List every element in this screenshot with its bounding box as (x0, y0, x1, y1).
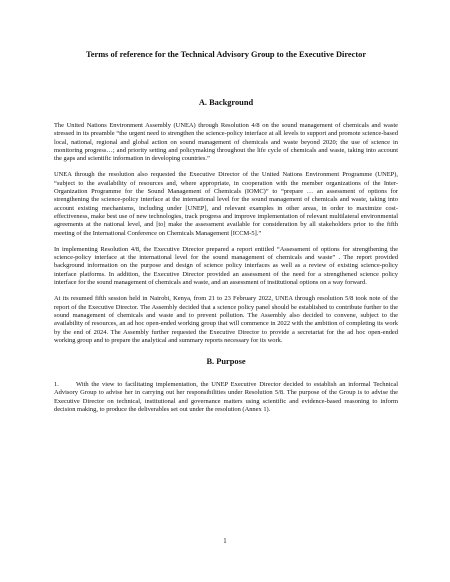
paragraph-number: 1. (54, 381, 59, 389)
section-heading-background: A. Background (198, 98, 254, 107)
background-paragraph-3: In implementing Resolution 4/8, the Executive Director prepared a report entitled “Assessment of options for strengthening the science-policy interface at the international level for the sound management of chemicals and waste” . The report provided background information on the purpose and design of science policy interfaces as well as a review of existing science-policy interface platforms. In addition, the Executive Director provided an assessment of the need for a strengthened science policy interface for the sound management of chemicals and waste, and an assessment of institutional options on a way forward. (54, 245, 398, 287)
purpose-paragraph-1 (54, 381, 398, 414)
section-heading-purpose: B. Purpose (206, 357, 246, 367)
background-paragraph-2: UNEA through the resolution also requested the Executive Director of the United Nations Environment Programme (UNEP), “subject to the availability of resources and, where appropriate, in cooperation with the member organizations of the Inter-Organization Programme for the Sound Management of Chemicals (IOMC)” to “prepare … an assessment of options for strengthening the science-policy interface at the international level for the sound management of chemicals and waste, taking into account existing mechanisms, including under [UNEP], and relevant examples in other areas, in order to maximize cost-effectiveness, make best use of new technologies, track progress and improve implementation of relevant multilateral environmental agreements at the national level, and [to] make the assessment available for consideration by all stakeholders prior to the fifth meeting of the International Conference on Chemicals Management [ICCM-5].” (54, 171, 398, 237)
background-paragraph-4: At its resumed fifth session held in Nairobi, Kenya, from 21 to 23 February 2022, UNEA through resolution 5/8 took note of the report of the Executive Director. The Assembly decided that a science policy panel should be established to contribute further to the sound management of chemicals and waste and to prevent pollution. The Assembly also decided to convene, subject to the availability of resources, an ad hoc open-ended working group that will commence in 2022 with the ambition of completing its work by the end of 2024. The Assembly further requested the Executive Director to provide a secretariat for the ad hoc open-ended working group and to prepare the analytical and summary reports necessary for its work. (54, 295, 398, 344)
background-paragraph-1: The United Nations Environment Assembly (UNEA) through Resolution 4/8 on the sound management of chemicals and waste stressed in its preamble “the urgent need to strengthen the science-policy interface at all levels to support and promote science-based local, national, regional and global action on sound management of chemicals and waste beyond 2020; the use of science in monitoring progress…; and priority setting and policymaking throughout the life cycle of chemicals and waste, taking into account the gaps and scientific information in developing countries.” (54, 122, 398, 163)
purpose-paragraph-text: With the view to facilitating implementation, the UNEP Executive Director decided to establish an informal Technical Advisory Group to advise her in carrying out her responsibilities under Resolution 5/8. The purpose of the Group is to advise the Executive Director on technical, institutional and governance matters using scientific and evidence-based reasoning to inform decision making, to produce the deliverables set out under the resolution (Annex 1). (54, 381, 398, 414)
document-title: Terms of reference for the Technical Advisory Group to the Executive Director (85, 50, 367, 59)
page-number: 1 (223, 538, 227, 545)
